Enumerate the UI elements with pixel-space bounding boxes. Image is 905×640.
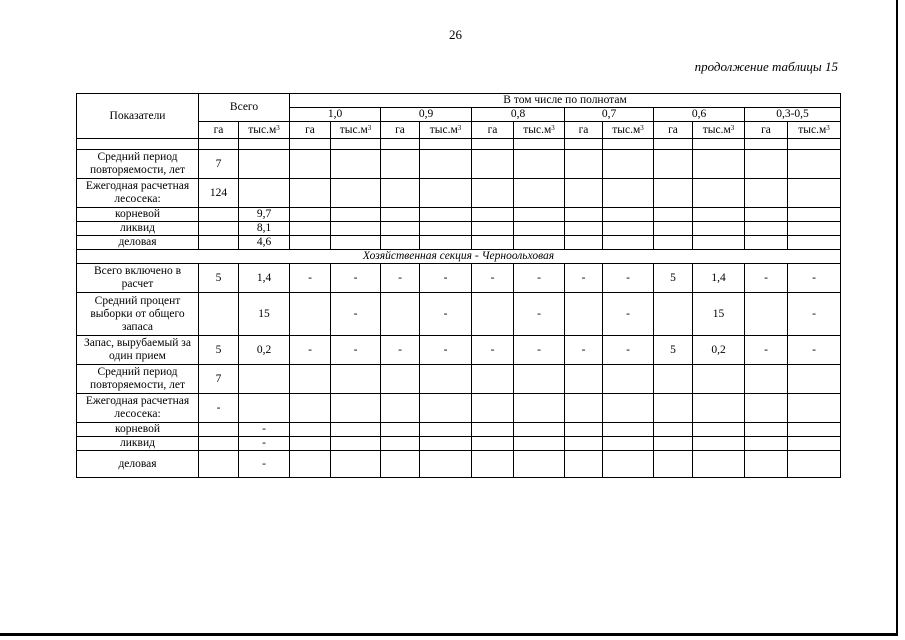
table-cell (654, 150, 693, 179)
spacer-cell (381, 139, 420, 150)
table-cell: - (239, 451, 290, 478)
table-cell (788, 451, 841, 478)
table-cell (565, 451, 603, 478)
unit-volume-exponent: 3 (276, 123, 280, 132)
unit-volume (603, 122, 654, 139)
unit-volume-exponent: 3 (367, 123, 372, 132)
table-cell: - (565, 336, 603, 365)
table-cell (565, 150, 603, 179)
row-label: Средний период повторяемости, лет (77, 365, 199, 394)
table-cell (514, 179, 565, 208)
unit-volume-exponent: 3 (640, 123, 644, 132)
table-cell (472, 365, 514, 394)
table-cell (693, 394, 745, 423)
table-cell (290, 365, 331, 394)
table-cell: - (603, 293, 654, 336)
table-row (77, 365, 841, 394)
table-row (77, 394, 841, 423)
table-cell (472, 150, 514, 179)
table-cell: 9,7 (239, 208, 290, 222)
table-cell (472, 293, 514, 336)
spacer-cell (331, 139, 381, 150)
table-cell (788, 150, 841, 179)
table-cell (603, 150, 654, 179)
table-cell (654, 423, 693, 437)
table-cell: - (420, 336, 472, 365)
table-cell: - (603, 336, 654, 365)
table-cell: 5 (199, 264, 239, 293)
table-cell: 7 (199, 150, 239, 179)
table-cell (381, 423, 420, 437)
header-density: 0,3-0,5 (745, 108, 841, 122)
table-cell (290, 451, 331, 478)
table-cell: - (472, 336, 514, 365)
table-cell (420, 208, 472, 222)
table-cell (514, 236, 565, 250)
table-cell: 15 (239, 293, 290, 336)
table-cell (199, 293, 239, 336)
table-row (77, 293, 841, 336)
table-cell (693, 236, 745, 250)
table-cell (788, 222, 841, 236)
table-cell (788, 179, 841, 208)
table-cell (472, 222, 514, 236)
section-title: Хозяйственная секция - Черноольховая (77, 250, 841, 264)
table-cell (693, 150, 745, 179)
table-cell: - (239, 437, 290, 451)
table-cell (381, 451, 420, 478)
spacer-cell (603, 139, 654, 150)
header-indicators: Показатели (77, 94, 199, 139)
table-cell: - (514, 336, 565, 365)
spacer-cell (514, 139, 565, 150)
table-cell (472, 208, 514, 222)
unit-volume-text: тыс.м (248, 123, 277, 136)
table-cell (420, 365, 472, 394)
table-row (77, 264, 841, 293)
table-cell (693, 451, 745, 478)
unit-volume-text: тыс.м (702, 123, 731, 136)
table-cell (788, 208, 841, 222)
table-cell (654, 236, 693, 250)
table-cell (290, 423, 331, 437)
table-cell (745, 394, 788, 423)
unit-volume (239, 122, 290, 139)
table-cell (239, 179, 290, 208)
table-cell (381, 179, 420, 208)
unit-volume-exponent: 3 (457, 123, 462, 132)
table-cell (654, 437, 693, 451)
header-density: 0,6 (654, 108, 745, 122)
table-row (77, 150, 841, 179)
spacer-cell (472, 139, 514, 150)
row-label: Запас, вырубаемый за один прием (77, 336, 199, 365)
table-cell (745, 423, 788, 437)
table-cell: - (565, 264, 603, 293)
table-cell: - (239, 423, 290, 437)
table-cell (331, 179, 381, 208)
table-cell: - (290, 264, 331, 293)
table-cell (788, 437, 841, 451)
table-cell (290, 437, 331, 451)
table-cell (199, 451, 239, 478)
spacer-row (77, 139, 841, 150)
unit-ha: га (565, 122, 603, 139)
table-cell (290, 293, 331, 336)
table-row (77, 437, 841, 451)
table-cell (514, 437, 565, 451)
table-cell (745, 293, 788, 336)
row-label: Ежегодная расчетная лесосека: (77, 179, 199, 208)
table-cell (472, 423, 514, 437)
table-cell (693, 437, 745, 451)
header-by-density: В том числе по полнотам (290, 94, 841, 108)
table-cell (420, 394, 472, 423)
table-cell (420, 437, 472, 451)
table-row (77, 423, 841, 437)
table-cell (654, 394, 693, 423)
header-density: 0,8 (472, 108, 565, 122)
unit-ha: га (290, 122, 331, 139)
table-cell: - (603, 264, 654, 293)
table-cell: 7 (199, 365, 239, 394)
table-cell (290, 179, 331, 208)
spacer-cell (290, 139, 331, 150)
table-cell (745, 236, 788, 250)
table-cell (565, 437, 603, 451)
row-label: корневой (77, 208, 199, 222)
unit-volume-exponent: 3 (551, 123, 555, 132)
unit-volume (514, 122, 565, 139)
table-cell (331, 423, 381, 437)
unit-volume (420, 122, 472, 139)
table-cell (788, 423, 841, 437)
spacer-cell (654, 139, 693, 150)
table-cell (514, 451, 565, 478)
unit-volume-text: тыс.м (798, 123, 827, 136)
header-density: 1,0 (290, 108, 381, 122)
unit-volume (331, 122, 381, 139)
table-cell (745, 365, 788, 394)
row-label: деловая (77, 236, 199, 250)
table-cell: - (420, 293, 472, 336)
table-cell: 5 (199, 336, 239, 365)
row-label: деловая (77, 451, 199, 478)
table-cell: 4,6 (239, 236, 290, 250)
table-cell (654, 208, 693, 222)
table-cell (239, 365, 290, 394)
table-cell (788, 236, 841, 250)
table-cell (381, 208, 420, 222)
table-cell: - (290, 336, 331, 365)
table-cell (290, 150, 331, 179)
spacer-cell (199, 139, 239, 150)
table-cell (199, 208, 239, 222)
table-cell (331, 150, 381, 179)
spacer-cell (745, 139, 788, 150)
table-cell (565, 365, 603, 394)
table-cell (381, 150, 420, 179)
forest-table (76, 93, 841, 478)
unit-volume-exponent: 3 (826, 123, 830, 132)
table-cell (745, 150, 788, 179)
unit-ha: га (654, 122, 693, 139)
table-cell (381, 437, 420, 451)
table-cell (472, 236, 514, 250)
table-cell (693, 423, 745, 437)
table-cell: 0,2 (239, 336, 290, 365)
table-cell (420, 423, 472, 437)
table-cell (514, 394, 565, 423)
table-row (77, 236, 841, 250)
section-row (77, 250, 841, 264)
table-cell: - (331, 264, 381, 293)
table-cell (745, 437, 788, 451)
table-cell (199, 423, 239, 437)
table-row (77, 179, 841, 208)
table-cell (331, 394, 381, 423)
table-cell (331, 236, 381, 250)
table-continuation-caption: продолжение таблицы 15 (694, 59, 838, 74)
table-cell (693, 222, 745, 236)
table-cell (603, 394, 654, 423)
row-label: Средний период повторяемости, лет (77, 150, 199, 179)
table-cell: - (381, 336, 420, 365)
table-cell (472, 451, 514, 478)
table-cell (331, 208, 381, 222)
table-cell (603, 437, 654, 451)
unit-ha: га (472, 122, 514, 139)
row-label: ликвид (77, 222, 199, 236)
table-cell (565, 222, 603, 236)
table-cell: - (788, 293, 841, 336)
table-cell (290, 208, 331, 222)
page-number: 26 (449, 27, 462, 42)
table-cell (745, 222, 788, 236)
table-cell: - (331, 293, 381, 336)
table-cell: - (745, 336, 788, 365)
table-cell (514, 208, 565, 222)
table-row (77, 451, 841, 478)
table-cell (239, 150, 290, 179)
table-cell (603, 451, 654, 478)
table-cell (472, 179, 514, 208)
table-cell (565, 179, 603, 208)
table-cell (693, 179, 745, 208)
table-cell (199, 437, 239, 451)
row-label: корневой (77, 423, 199, 437)
table-cell (603, 208, 654, 222)
table-cell: - (472, 264, 514, 293)
table-cell (745, 451, 788, 478)
table-cell (693, 208, 745, 222)
table-cell: 5 (654, 264, 693, 293)
table-cell (654, 179, 693, 208)
table-cell (654, 293, 693, 336)
table-cell: 5 (654, 336, 693, 365)
table-cell (420, 179, 472, 208)
header-density: 0,7 (565, 108, 654, 122)
table-cell (603, 365, 654, 394)
spacer-cell (565, 139, 603, 150)
table-cell: - (514, 293, 565, 336)
table-cell (420, 222, 472, 236)
row-label: Всего включено в расчет (77, 264, 199, 293)
table-cell (514, 365, 565, 394)
table-cell (565, 423, 603, 437)
table-cell (514, 150, 565, 179)
unit-volume (788, 122, 841, 139)
table-cell: 15 (693, 293, 745, 336)
table-cell (565, 394, 603, 423)
table-cell: 1,4 (239, 264, 290, 293)
table-cell (290, 236, 331, 250)
table-cell (654, 222, 693, 236)
table-cell: - (381, 264, 420, 293)
table-cell (331, 451, 381, 478)
table-row (77, 208, 841, 222)
unit-ha: га (381, 122, 420, 139)
row-label: ликвид (77, 437, 199, 451)
table-cell (565, 293, 603, 336)
table-cell (603, 222, 654, 236)
table-cell (514, 423, 565, 437)
header-total: Всего (199, 94, 290, 122)
table-cell: - (514, 264, 565, 293)
table-cell (420, 451, 472, 478)
unit-volume-text: тыс.м (523, 123, 552, 136)
table-cell: 124 (199, 179, 239, 208)
unit-volume-exponent: 3 (730, 123, 735, 132)
table-cell (199, 236, 239, 250)
table-cell (381, 236, 420, 250)
table-cell (654, 365, 693, 394)
spacer-cell (239, 139, 290, 150)
unit-volume-text: тыс.м (339, 123, 368, 136)
table-cell (199, 222, 239, 236)
table-cell (472, 394, 514, 423)
spacer-cell (788, 139, 841, 150)
table-row (77, 222, 841, 236)
unit-volume-text: тыс.м (612, 123, 641, 136)
row-label: Ежегодная расчетная лесосека: (77, 394, 199, 423)
table-cell: 8,1 (239, 222, 290, 236)
table-cell: 1,4 (693, 264, 745, 293)
spacer-cell (77, 139, 199, 150)
table-body (77, 94, 841, 478)
table-cell (290, 394, 331, 423)
table-cell: - (788, 336, 841, 365)
unit-volume (693, 122, 745, 139)
table-cell (745, 179, 788, 208)
table-cell (381, 222, 420, 236)
table-cell (788, 394, 841, 423)
table-cell (745, 208, 788, 222)
table-cell (290, 222, 331, 236)
unit-ha: га (745, 122, 788, 139)
table-cell (514, 222, 565, 236)
table-cell (565, 236, 603, 250)
spacer-cell (693, 139, 745, 150)
table-cell (603, 423, 654, 437)
unit-volume-text: тыс.м (429, 123, 458, 136)
table-cell (420, 150, 472, 179)
table-cell (331, 365, 381, 394)
table-cell (788, 365, 841, 394)
table-cell (239, 394, 290, 423)
table-cell (565, 208, 603, 222)
table-cell (331, 222, 381, 236)
table-row (77, 336, 841, 365)
table-cell: 0,2 (693, 336, 745, 365)
spacer-cell (420, 139, 472, 150)
table-cell: - (788, 264, 841, 293)
table-cell (331, 437, 381, 451)
table-cell (654, 451, 693, 478)
table-cell (381, 394, 420, 423)
header-density: 0,9 (381, 108, 472, 122)
table-cell (472, 437, 514, 451)
row-label: Средний процент выборки от общего запаса (77, 293, 199, 336)
unit-ha: га (199, 122, 239, 139)
table-cell: - (199, 394, 239, 423)
table-cell: - (745, 264, 788, 293)
table-cell: - (331, 336, 381, 365)
table-cell (381, 365, 420, 394)
table-cell (693, 365, 745, 394)
table-cell (603, 236, 654, 250)
table-cell (603, 179, 654, 208)
table-cell (381, 293, 420, 336)
table-cell: - (420, 264, 472, 293)
table-cell (420, 236, 472, 250)
